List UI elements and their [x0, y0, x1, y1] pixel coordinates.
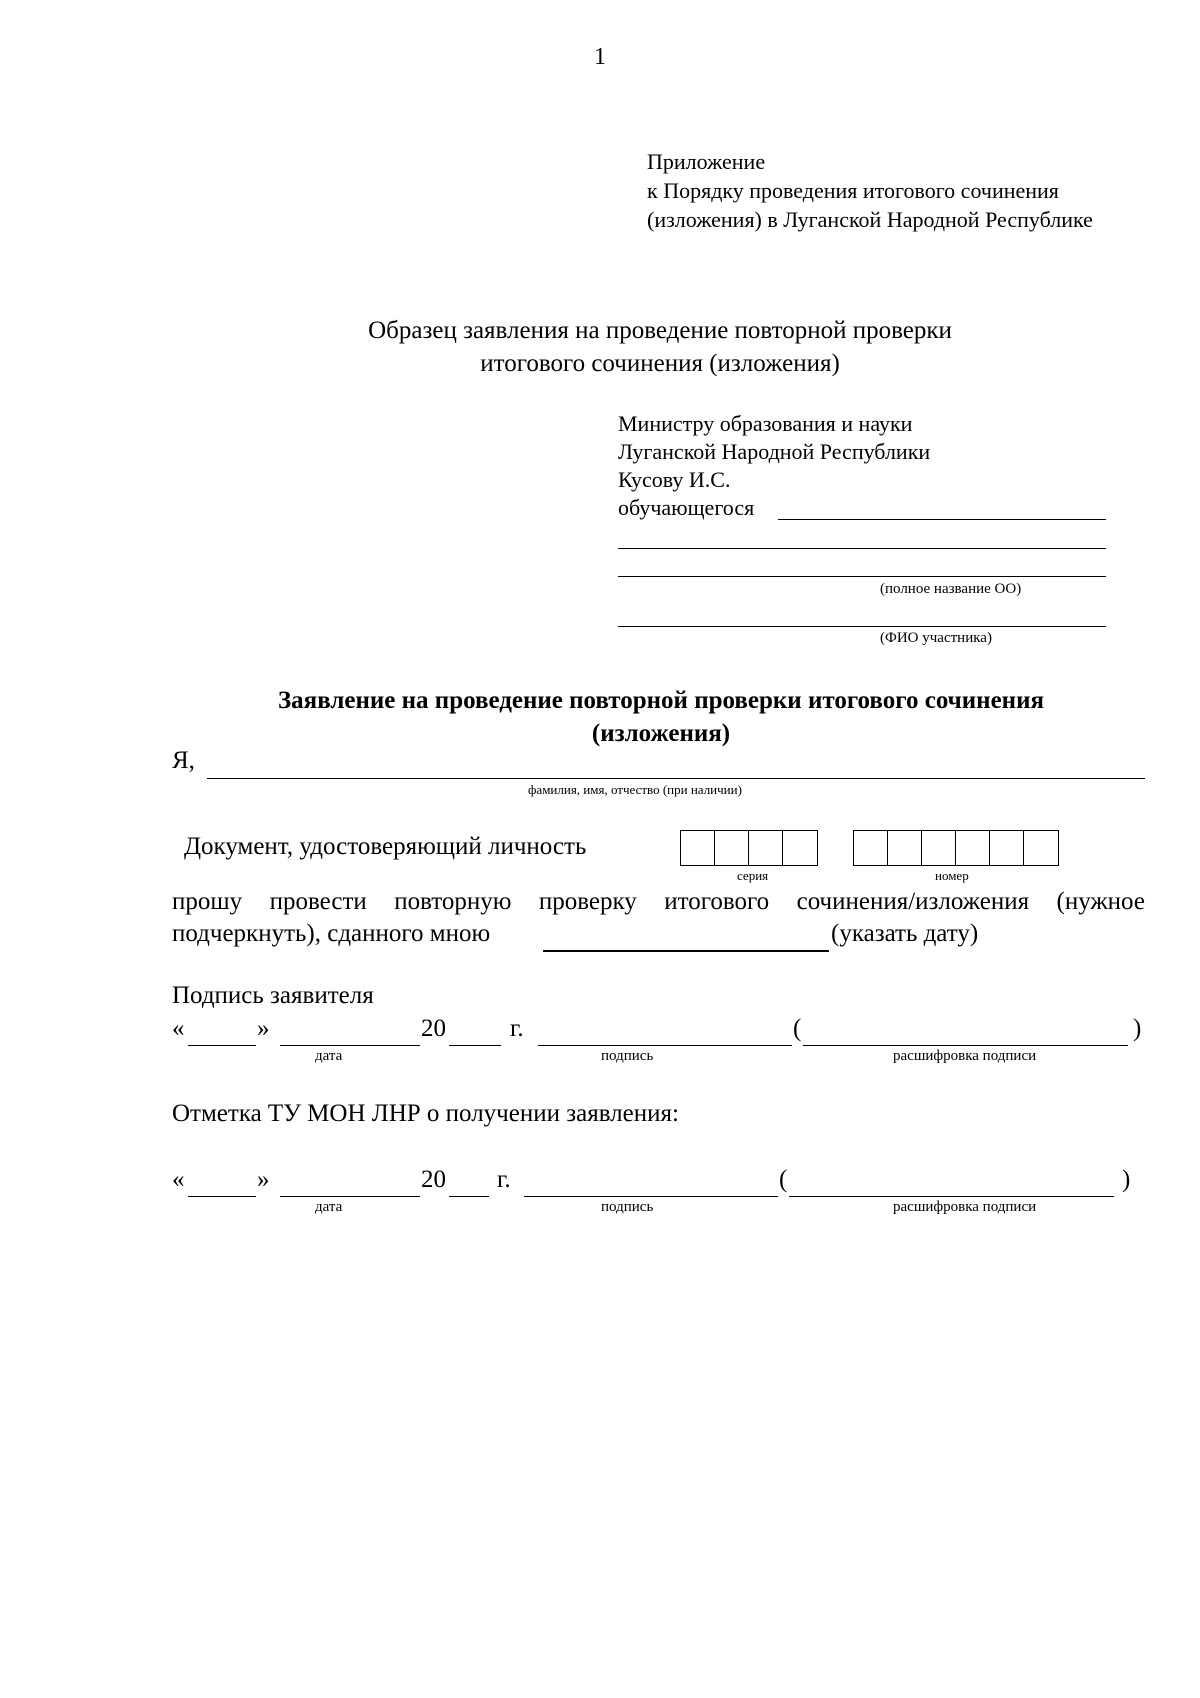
number-cell[interactable] [922, 831, 956, 865]
application-title-line-1: Заявление на проведение повторной проверки итогового сочинения [277, 687, 1045, 714]
request-word: итогового [664, 888, 770, 915]
series-boxes[interactable] [680, 830, 818, 866]
request-line-2-start: подчеркнуть), сданного мною [172, 920, 491, 947]
sig-close-paren: ) [1133, 1015, 1142, 1042]
series-cell[interactable] [715, 831, 749, 865]
application-title-line-2: (изложения) [591, 720, 731, 747]
rec-signature-line[interactable] [524, 1196, 778, 1197]
number-cell[interactable] [854, 831, 888, 865]
request-line-1 [172, 888, 1145, 916]
request-word: провести [269, 888, 367, 915]
sig-day-line[interactable] [188, 1045, 256, 1046]
fio-field-line[interactable] [618, 626, 1106, 627]
page-number: 1 [594, 44, 606, 70]
rec-close-quote: » [257, 1166, 270, 1193]
sample-title-line-2: итогового сочинения (изложения) [480, 350, 840, 377]
sample-title-line-1: Образец заявления на проведение повторной проверки [368, 317, 952, 344]
rec-year-line[interactable] [449, 1196, 489, 1197]
addressee-line-3: Кусову И.С. [618, 467, 731, 492]
sig-open-paren: ( [793, 1015, 802, 1042]
rec-open-quote: « [172, 1166, 185, 1193]
org-field-line-1[interactable] [618, 548, 1106, 549]
student-field-line[interactable] [778, 519, 1106, 520]
identity-doc-label: Документ, удостоверяющий личность [184, 833, 587, 860]
sig-sign-caption: подпись [601, 1048, 654, 1064]
appendix-line-1: Приложение [647, 149, 766, 174]
appendix-line-2: к Порядку проведения итогового сочинения [647, 178, 1059, 203]
request-word: прошу [172, 888, 243, 915]
sig-year-line[interactable] [449, 1045, 501, 1046]
addressee-block [618, 410, 930, 522]
rec-day-line[interactable] [188, 1196, 256, 1197]
receipt-heading: Отметка ТУ МОН ЛНР о получении заявления: [172, 1100, 679, 1127]
request-line-2-end: (указать дату) [831, 920, 979, 947]
series-cell[interactable] [749, 831, 783, 865]
sig-decode-caption: расшифровка подписи [893, 1048, 1037, 1064]
sample-title [0, 314, 1200, 380]
request-word: повторную [394, 888, 512, 915]
applicant-caption: фамилия, имя, отчество (при наличии) [528, 782, 742, 797]
applicant-prefix: Я, [172, 747, 195, 774]
sig-signature-line[interactable] [538, 1045, 792, 1046]
rec-open-paren: ( [779, 1166, 788, 1193]
sig-decode-line[interactable] [803, 1045, 1128, 1046]
number-cell[interactable] [990, 831, 1024, 865]
rec-decode-caption: расшифровка подписи [893, 1199, 1037, 1215]
number-cell[interactable] [956, 831, 990, 865]
addressee-line-2: Луганской Народной Республики [618, 439, 931, 464]
student-label: обучающегося [618, 495, 755, 520]
org-field-line-2[interactable] [618, 576, 1106, 577]
number-boxes[interactable] [853, 830, 1059, 866]
rec-date-caption: дата [315, 1199, 343, 1215]
request-word: (нужное [1056, 888, 1145, 915]
number-caption: номер [935, 868, 969, 883]
request-word: сочинения/изложения [796, 888, 1030, 915]
fio-caption: (ФИО участника) [880, 630, 992, 646]
number-cell[interactable] [1024, 831, 1058, 865]
sig-month-line[interactable] [280, 1045, 420, 1046]
number-cell[interactable] [888, 831, 922, 865]
rec-year-suffix: г. [497, 1166, 511, 1193]
application-title [0, 684, 1200, 750]
sig-year-prefix: 20 [421, 1015, 446, 1042]
addressee-line-1: Министру образования и науки [618, 411, 913, 436]
sig-date-caption: дата [315, 1048, 343, 1064]
org-caption: (полное название ОО) [880, 581, 1022, 597]
rec-month-line[interactable] [280, 1196, 420, 1197]
rec-year-prefix: 20 [421, 1166, 446, 1193]
series-cell[interactable] [681, 831, 715, 865]
sig-close-quote: » [257, 1015, 270, 1042]
applicant-name-line[interactable] [207, 778, 1145, 779]
rec-close-paren: ) [1122, 1166, 1131, 1193]
signature-heading: Подпись заявителя [172, 982, 374, 1009]
series-caption: серия [737, 868, 769, 883]
appendix-note [647, 147, 1093, 234]
series-cell[interactable] [783, 831, 817, 865]
request-word: проверку [538, 888, 637, 915]
rec-decode-line[interactable] [789, 1196, 1114, 1197]
exam-date-line[interactable] [543, 950, 829, 952]
rec-sign-caption: подпись [601, 1199, 654, 1215]
appendix-line-3: (изложения) в Луганской Народной Республике [647, 207, 1093, 232]
sig-open-quote: « [172, 1015, 185, 1042]
sig-year-suffix: г. [510, 1015, 524, 1042]
